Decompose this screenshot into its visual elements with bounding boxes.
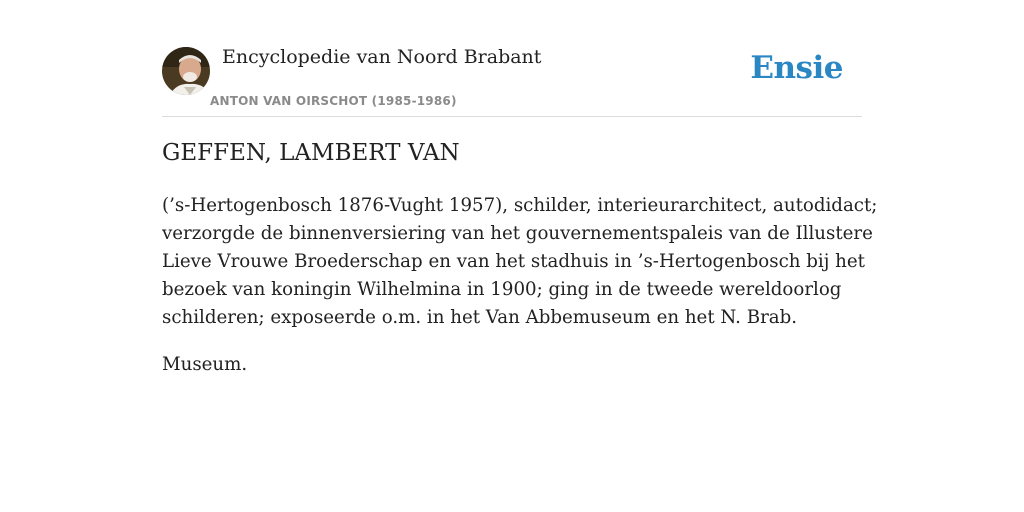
body-line: (’s-Hertogenbosch 1876-Vught 1957), schilder, interieurarchitect, autodidact; [162,195,878,216]
page-title: GEFFEN, LAMBERT VAN [162,140,460,166]
entry-body [162,192,878,332]
author-avatar[interactable] [162,47,210,95]
entry-header [162,0,862,117]
publication-title[interactable]: Encyclopedie van Noord Brabant [222,46,542,68]
entry-card [162,0,878,375]
author-portrait-icon [162,47,210,95]
body-line: bezoek van koningin Wilhelmina in 1900; ging in de tweede wereldoorlog [162,279,842,300]
entry-source: Museum. [162,354,248,375]
body-line: schilderen; exposeerde o.m. in het Van Abbemuseum en het N. Brab. [162,307,798,328]
body-line: Lieve Vrouwe Broederschap en van het stadhuis in ’s-Hertogenbosch bij het [162,251,865,272]
ensie-logo[interactable]: Ensie [750,50,843,86]
author-name[interactable]: ANTON VAN OIRSCHOT (1985-1986) [210,94,457,108]
body-line: verzorgde de binnenversiering van het gouvernementspaleis van de Illustere [162,223,873,244]
